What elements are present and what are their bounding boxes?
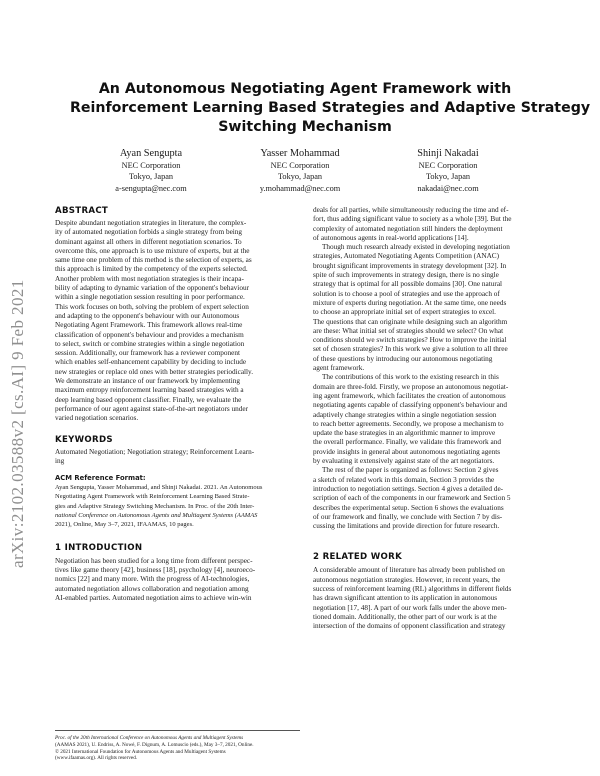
- text-line: which enables self-enhancement capability by deciding to include: [55, 358, 247, 367]
- title-line: Reinforcement Learning Based Strategies and Adaptive Strategy: [70, 100, 591, 116]
- text-line: intersection of the domains of opponent classification and strategy: [313, 622, 506, 631]
- author-block: [378, 148, 518, 194]
- text-line: national Conference on Autonomous Agents and Multiagent Systems (AAMAS: [55, 512, 258, 520]
- text-line: spite of such improvements in strategy design, there is no single: [313, 271, 499, 280]
- text-line: This work focuses on both, solving the problem of expert selection: [55, 302, 249, 311]
- author-location: Tokyo, Japan: [425, 172, 471, 181]
- text-line: autonomous negotiation strategies. However, in recent years, the: [313, 575, 501, 584]
- text-line: set of chosen strategies? In this work we give a solution to all three: [313, 345, 508, 354]
- text-line: Negotiating Agent Framework. This framework allows real-time: [55, 321, 243, 330]
- author-location: Tokyo, Japan: [277, 172, 323, 181]
- text-line: maximum entropy reinforcement learning based strategies with a: [55, 386, 244, 395]
- text-line: complexity of automated negotiation still hinders the deployment: [313, 224, 503, 233]
- author-email: nakadai@nec.com: [417, 183, 479, 193]
- text-line: Ayan Sengupta, Yasser Mohammad, and Shinji Nakadai. 2021. An Autonomous: [55, 484, 263, 492]
- author-org: NEC Corporation: [418, 160, 478, 170]
- text-line: mixture of experts during negotiation. At the same time, one needs: [313, 298, 507, 307]
- footnote-line: © 2021 International Foundation for Autonomous Agents and Multiagent Systems: [55, 748, 226, 755]
- text-line: adaptively change strategies within a single negotiation session: [313, 410, 497, 419]
- abstract-heading: ABSTRACT: [55, 206, 109, 216]
- text-line: Negotiating Agent Framework with Reinforcement Learning Based Strate-: [55, 493, 250, 501]
- text-line: strategies, Automated Negotiating Agents Competition (ANAC): [313, 252, 500, 261]
- text-line: ing: [55, 456, 65, 465]
- author-block: [81, 148, 221, 194]
- text-line: classification of opponent's behaviour and provides a mechanism: [55, 330, 244, 339]
- text-line: gies and Adaptive Strategy Switching Mechanism. In Proc. of the 20th Inter-: [55, 502, 255, 510]
- text-line: Automated Negotiation; Negotiation strategy; Reinforcement Learn-: [55, 447, 255, 456]
- text-line: Though much research already existed in developing negotiation: [322, 243, 510, 252]
- text-line: AI-enabled parties. Automated negotiation aims to achieve win-win: [55, 593, 252, 602]
- text-line: The rest of the paper is organized as follows: Section 2 gives: [322, 466, 499, 475]
- author-location: Tokyo, Japan: [128, 172, 174, 181]
- text-line: automated negotiation allows collaboration and negotiation among: [55, 584, 249, 593]
- text-line: to choose an appropriate initial set of expert strategies to excel.: [313, 308, 496, 317]
- text-line: are these: What initial set of strategies should we select? On what: [313, 326, 504, 335]
- text-line: to reach better agreements. Secondly, we propose a mechanism to: [313, 419, 504, 428]
- intro-continued-text: [313, 206, 558, 531]
- acm-reference-text: [55, 483, 300, 529]
- left-column: [55, 205, 300, 603]
- copyright-footnote: [55, 730, 300, 762]
- keywords-heading: KEYWORDS: [55, 434, 113, 445]
- text-line: update the base strategies in an algorithmic manner to improve: [313, 429, 496, 438]
- paper-title: [70, 80, 591, 137]
- author-name: Shinji Nakadai: [417, 148, 479, 159]
- acm-reference-heading: ACM Reference Format:: [55, 474, 146, 483]
- abstract-text: [55, 219, 300, 424]
- text-line: provide insights in general about autonomous negotiating agents: [313, 447, 501, 456]
- text-line: deals for all parties, while simultaneously reducing the time and ef-: [313, 206, 509, 214]
- title-line: An Autonomous Negotiating Agent Framework with: [98, 81, 512, 97]
- arxiv-identifier: arXiv:2102.03588v2 [cs.AI] 9 Feb 2021: [8, 279, 27, 568]
- text-line: new strategies or replace old ones with better strategies periodically.: [55, 367, 254, 376]
- text-line: ing agent framework, which facilitates the creation of autonomous: [313, 391, 506, 400]
- text-line: bility of adapting to dynamic variation of the opponent's behaviour: [55, 284, 249, 293]
- text-line: negotiating agents capable of classifying opponent's behaviour and: [313, 401, 507, 410]
- author-name: Yasser Mohammad: [260, 148, 340, 159]
- related-work-heading: 2 RELATED WORK: [313, 552, 403, 563]
- text-line: deep learning based opponent classifier. Finally, we evaluate the: [55, 395, 242, 404]
- author-org: NEC Corporation: [270, 160, 330, 170]
- text-line: describes the experimental setup. Section 6 shows the evaluations: [313, 503, 504, 512]
- text-line: negotiation [17, 48]. A part of our work falls under the above men-: [313, 603, 507, 612]
- text-line: The questions that can originate while designing such an algorithm: [313, 317, 508, 326]
- text-line: scription of each of the components in our framework and Section 5: [313, 494, 511, 503]
- introduction-text: [55, 557, 300, 603]
- text-line: fort, thus adding significant value to society as a whole [39]. But the: [313, 215, 512, 224]
- text-line: 2021), Online, May 3–7, 2021, IFAAMAS, 10 pages.: [55, 521, 194, 529]
- text-line: performance of our agent against state-of-the-art negotiators under: [55, 404, 249, 413]
- text-line: tives like game theory [42], business [18], psychology [4], neuroeco-: [55, 565, 256, 574]
- text-line: conditions should we switch strategies? How to improve the initial: [313, 336, 507, 345]
- author-org: NEC Corporation: [121, 160, 181, 170]
- text-line: cussing the limitations and provide direction for future research.: [313, 522, 500, 531]
- text-line: to select, switch or combine strategies within a single negotiation: [55, 339, 245, 348]
- author-email: a-sengupta@nec.com: [115, 183, 187, 193]
- related-work-text: [313, 566, 558, 631]
- text-line: The contributions of this work to the existing research in this: [322, 373, 499, 382]
- text-line: agent framework.: [313, 364, 365, 373]
- author-email: y.mohammad@nec.com: [259, 183, 341, 193]
- text-line: solution is to choose a pool of strategies and use the approach of: [313, 289, 500, 298]
- text-line: within a single negotiation session resulting in poor performance.: [55, 293, 245, 302]
- text-line: same time one problem of this method is the selection of experts, as: [55, 256, 252, 265]
- text-line: overcome this, one approach is to use mixture of experts, but at the: [55, 246, 250, 255]
- text-line: brought significant improvements in strategy development [32]. In: [313, 261, 507, 270]
- text-line: Another problem with most negotiation strategies is their incapa-: [55, 274, 244, 283]
- footnote-line: (www.ifaamas.org). All rights reserved.: [55, 755, 138, 762]
- text-line: of these questions by introducing our autonomous negotiating: [313, 354, 493, 363]
- author-name: Ayan Sengupta: [119, 148, 183, 159]
- text-line: session. Additionally, our framework has a reviewer component: [55, 349, 240, 358]
- text-line: this approach is limited by the competency of the experts selected.: [55, 265, 248, 274]
- text-line: of our framework and finally, we conclude with Section 7 by dis-: [313, 512, 503, 521]
- text-line: the overall performance. Finally, we validate this framework and: [313, 438, 501, 447]
- keywords-text: [55, 448, 300, 467]
- introduction-heading: 1 INTRODUCTION: [55, 542, 143, 553]
- text-line: dominant against all others in different negotiation scenarios. To: [55, 237, 242, 246]
- right-column: [313, 206, 558, 631]
- text-line: A considerable amount of literature has already been published on: [313, 566, 505, 575]
- text-line: success of reinforcement learning (RL) algorithms in different fields: [313, 584, 512, 593]
- text-line: varied negotiation scenarios.: [55, 414, 139, 423]
- text-line: ity of automated negotiation forbids a single strategy from being: [55, 228, 243, 237]
- text-line: nomics [22] and many more. With the progress of AI-technologies,: [55, 575, 250, 584]
- author-block: [230, 148, 370, 194]
- text-line: and adapting to the opponent's behaviour with our Autonomous: [55, 311, 240, 320]
- footnote-line: Proc. of the 20th International Conference on Autonomous Agents and Multiagent Systems: [55, 735, 244, 741]
- text-line: by evaluating it extensively against state of the art negotiators.: [313, 457, 495, 466]
- text-line: Despite abundant negotiation strategies in literature, the complex-: [55, 219, 247, 227]
- text-line: domain are three-fold. Firstly, we propose an autonomous negotiat-: [313, 382, 509, 391]
- text-line: of autonomous agents in real-world applications [14].: [313, 233, 469, 242]
- text-line: has drawn significant attention to its application in autonomous: [313, 594, 498, 603]
- title-line: Switching Mechanism: [218, 119, 392, 135]
- text-line: a sketch of related work in this domain, Section 3 provides the: [313, 475, 495, 484]
- text-line: We demonstrate an instance of our framework by implementing: [55, 377, 241, 386]
- text-line: tioned domain. Additionally, the other part of our work is at the: [313, 612, 497, 621]
- text-line: Negotiation has been studied for a long time from different perspec-: [55, 556, 253, 565]
- text-line: introduction to negotiation settings. Section 4 gives a detailed de-: [313, 484, 504, 493]
- text-line: strategy that is optimal for all possible domains [30]. One natural: [313, 280, 503, 289]
- footnote-line: (AAMAS 2021), U. Endriss, A. Nowé, F. Dignum, A. Lomuscio (eds.), May 3–7, 2021, Online.: [55, 741, 254, 748]
